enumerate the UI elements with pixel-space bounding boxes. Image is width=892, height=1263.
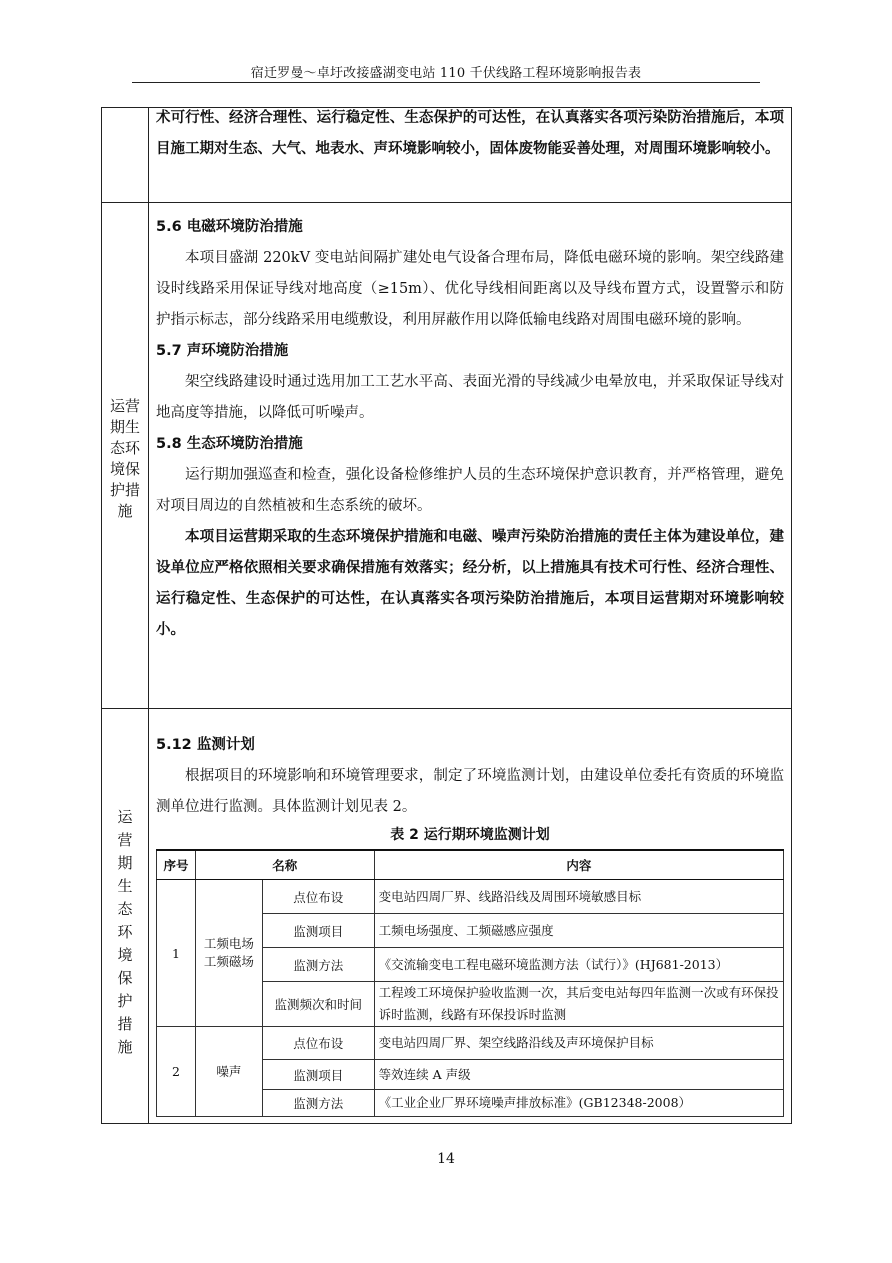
group-name: 工频电场 工频磁场	[195, 880, 262, 1027]
section-5-12-text: 根据项目的环境影响和环境管理要求，制定了环境监测计划，由建设单位委托有资质的环境监测单位进行监测。具体监测计划见表 2。	[156, 768, 784, 815]
monitor-item: 监测项目	[262, 914, 374, 948]
construction-summary-text: 术可行性、经济合理性、运行稳定性、生态保护的可达性，在认真落实各项污染防治措施后，本项目施工期对生态、大气、地表水、声环境影响较小，固体废物能妥善处理，对周围环境影响较小。	[156, 110, 784, 157]
side-label-operation-line: 期生	[109, 418, 140, 436]
side-label-monitoring-line: 措	[117, 1015, 133, 1033]
monitor-content: 变电站四周厂界、线路沿线及周围环境敏感目标	[374, 880, 783, 914]
group-number: 2	[157, 1027, 196, 1117]
monitor-item: 监测方法	[262, 948, 374, 982]
monitor-content: 《工业企业厂界环境噪声排放标准》(GB12348-2008）	[374, 1090, 783, 1117]
monitoring-plan-table	[156, 849, 784, 1117]
document-header: 宿迁罗曼～卓圩改接盛湖变电站 110 千伏线路工程环境影响报告表	[250, 66, 642, 81]
monitor-content: 工程竣工环境保护验收监测一次，其后变电站每四年监测一次或有环保投诉时监测，线路有环保投诉时监测	[374, 982, 783, 1027]
section-5-8-text: 运行期加强巡查和检查，强化设备检修维护人员的生态环境保护意识教育，并严格管理，避免对项目周边的自然植被和生态系统的破坏。	[156, 467, 784, 514]
monitor-content: 工频电场强度、工频磁感应强度	[374, 914, 783, 948]
side-label-operation-line: 施	[117, 502, 133, 520]
header-name: 名称	[195, 850, 374, 880]
side-label-monitoring-line: 护	[117, 992, 133, 1010]
monitor-item: 点位布设	[262, 1027, 374, 1060]
section-5-7-title: 5.7 声环境防治措施	[156, 343, 289, 359]
monitor-item: 点位布设	[262, 880, 374, 914]
label-column-divider	[148, 107, 149, 1124]
monitor-content: 等效连续 A 声级	[374, 1060, 783, 1090]
table-row	[157, 1027, 784, 1060]
table-2-title: 表 2 运行期环境监测计划	[390, 827, 550, 843]
header-rule	[132, 82, 760, 83]
side-label-monitoring-line: 施	[117, 1038, 133, 1056]
side-label-operation-line: 境保	[109, 460, 140, 478]
side-label-monitoring-line: 境	[117, 946, 133, 964]
side-label-monitoring-line: 态	[117, 900, 133, 918]
side-label-operation-measures	[102, 396, 148, 522]
side-label-monitoring-line: 环	[117, 923, 133, 941]
side-label-monitoring-line: 营	[117, 831, 133, 849]
side-label-monitoring-line: 运	[117, 808, 133, 826]
section-5-8-title: 5.8 生态环境防治措施	[156, 436, 303, 452]
group-number: 1	[157, 880, 196, 1027]
row-divider-1	[101, 202, 792, 203]
header-no: 序号	[157, 850, 196, 880]
side-label-operation-line: 态环	[109, 439, 140, 457]
group-name: 噪声	[195, 1027, 262, 1117]
section-5-6-text: 本项目盛湖 220kV 变电站间隔扩建处电气设备合理布局，降低电磁环境的影响。架空线路建设时线路采用保证导线对地高度（≥15m）、优化导线相间距离以及导线布置方式，设置警示和防护指示标志，部分线路采用电缆敷设，利用屏蔽作用以降低输电线路对周围电磁环境的影响。	[156, 250, 784, 328]
header-content: 内容	[374, 850, 783, 880]
monitor-content: 变电站四周厂界、架空线路沿线及声环境保护目标	[374, 1027, 783, 1060]
operation-measures	[156, 212, 784, 646]
side-label-monitoring	[102, 806, 148, 1059]
operation-summary: 本项目运营期采取的生态环境保护措施和电磁、噪声污染防治措施的责任主体为建设单位，建设单位应严格依照相关要求确保措施有效落实；经分析，以上措施具有技术可行性、经济合理性、运行稳定性、生态保护的可达性，在认真落实各项污染防治措施后，本项目运营期对环境影响较小。	[156, 529, 784, 638]
section-5-7-text: 架空线路建设时通过选用加工工艺水平高、表面光滑的导线减少电晕放电，并采取保证导线对地高度等措施，以降低可听噪声。	[156, 374, 784, 421]
monitor-content: 《交流输变电工程电磁环境监测方法（试行）》(HJ681-2013）	[374, 948, 783, 982]
side-label-monitoring-line: 期	[117, 854, 133, 872]
side-label-monitoring-line: 保	[117, 969, 133, 987]
side-label-operation-line: 护措	[109, 481, 140, 499]
side-label-monitoring-line: 生	[117, 877, 133, 895]
section-5-6-title: 5.6 电磁环境防治措施	[156, 219, 303, 235]
row-divider-2	[101, 708, 792, 709]
monitor-item: 监测频次和时间	[262, 982, 374, 1027]
section-5-12-title: 5.12 监测计划	[156, 737, 255, 753]
construction-summary	[156, 103, 784, 165]
side-label-operation-line: 运营	[109, 397, 140, 415]
table-header-row	[157, 850, 784, 880]
table-row	[157, 880, 784, 914]
monitor-item: 监测方法	[262, 1090, 374, 1117]
monitoring-plan	[156, 730, 784, 823]
monitor-item: 监测项目	[262, 1060, 374, 1090]
page-number: 14	[437, 1151, 455, 1167]
